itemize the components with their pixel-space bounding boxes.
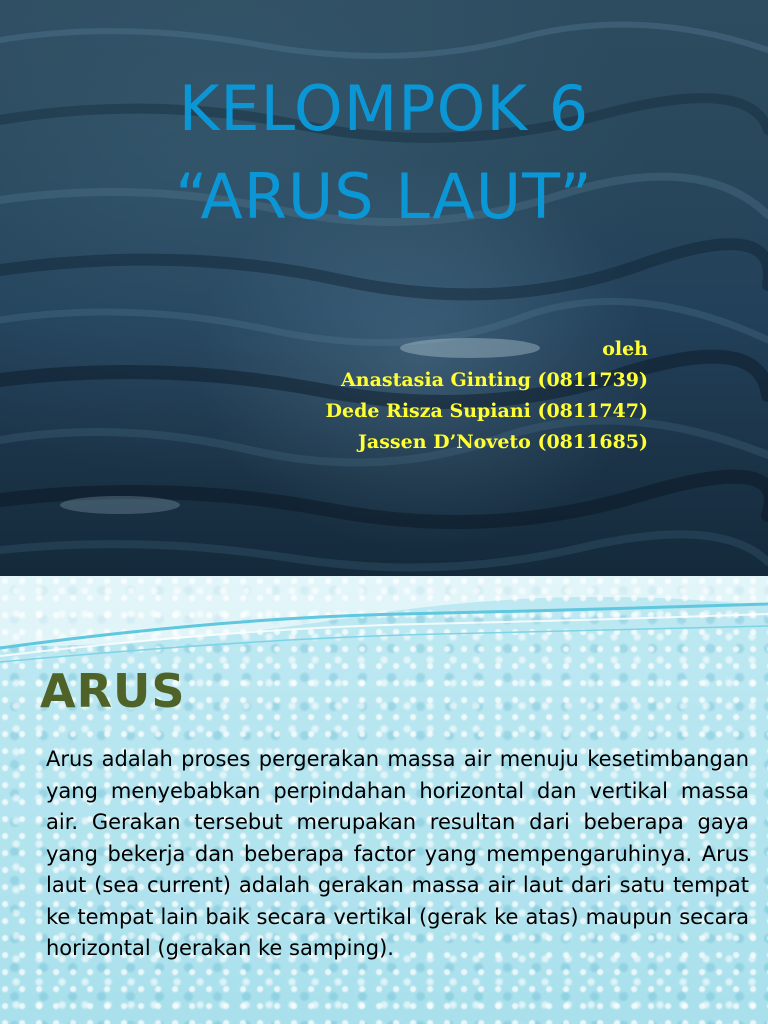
slide-heading: ARUS bbox=[40, 664, 186, 718]
presentation-title: KELOMPOK 6 bbox=[178, 72, 590, 145]
definition-paragraph: Arus adalah proses pergerakan massa air menuju kesetimbangan yang menyebabkan perpindahan horizontal dan vertikal massa air. Gerakan tersebut merupakan resultan dari beberapa gaya yang bekerja dan beberapa factor yang mempengaruhinya. Arus laut (sea current) adalah gerakan massa air laut dari satu tempat ke tempat lain baik secara vertikal (gerak ke atas) maupun secara horizontal (gerakan ke samping). bbox=[46, 747, 749, 960]
author-list bbox=[326, 334, 649, 458]
wave-swoosh-decoration bbox=[0, 576, 768, 666]
author-item: Jassen D’Noveto (0811685) bbox=[357, 431, 648, 453]
byline: oleh bbox=[602, 338, 648, 360]
author-item: Dede Risza Supiani (0811747) bbox=[325, 400, 648, 422]
author-item: Anastasia Ginting (0811739) bbox=[341, 369, 648, 391]
presentation-subtitle: “ARUS LAUT” bbox=[175, 160, 593, 233]
content-slide bbox=[0, 576, 768, 1024]
